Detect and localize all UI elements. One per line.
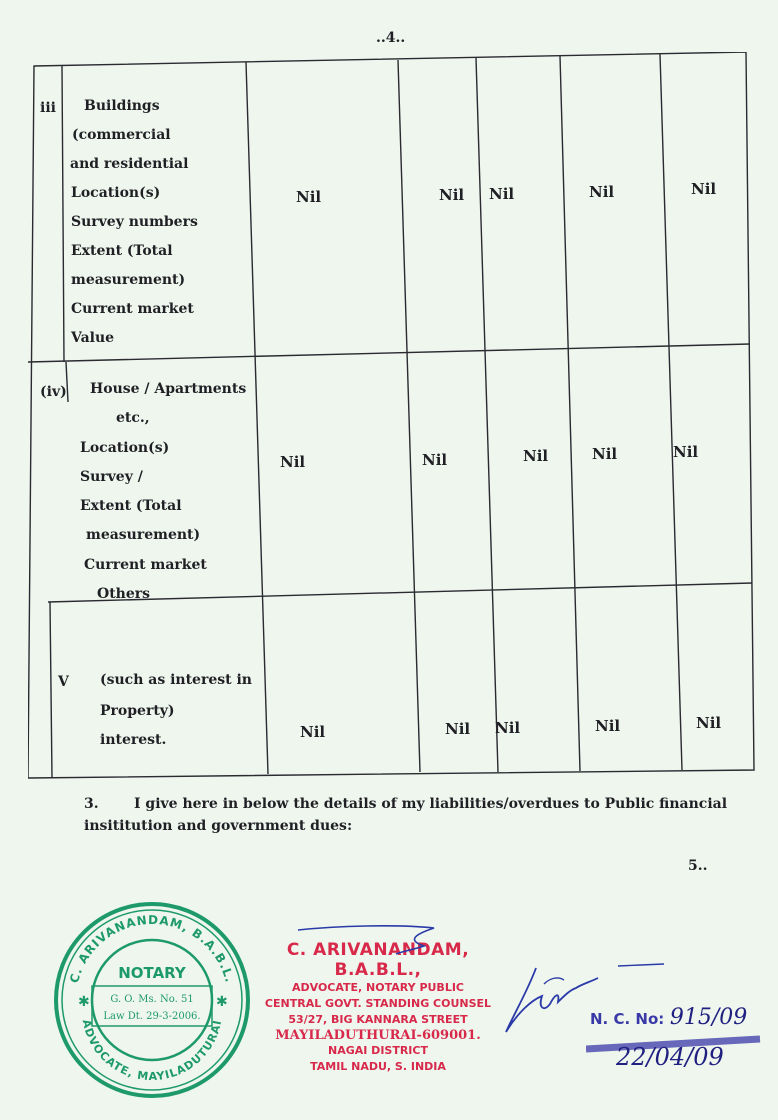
stamp-line: 53/27, BIG KANNARA STREET [288,1013,468,1026]
row-iii-line: measurement) [71,272,186,288]
row-iv-value: Nil [422,451,448,469]
stamp-name: C. ARIVANANDAM, B.A.B.L., [286,940,470,980]
row-iv-value: Nil [592,445,618,463]
notary-seal [52,900,252,1100]
liabilities-paragraph [84,793,744,837]
row-iv-line: Others [97,586,151,602]
row-iii-line: Buildings [84,98,160,114]
stamp-city: MAYILADUTHURAI-609001. [275,1028,481,1043]
row-iv-line: Extent (Total [80,498,182,514]
receipt-number: 915/09 [669,1005,748,1030]
advocate-stamp [248,940,508,1075]
row-v-value: Nil [495,719,521,737]
next-page-marker: 5.. [688,858,708,874]
stamp-line: CENTRAL GOVT. STANDING COUNSEL [264,997,492,1010]
receipt-date: 22/04/09 [616,1043,724,1071]
row-v-value: Nil [595,717,621,735]
row-v-value: Nil [696,714,722,732]
row-v-line: (such as interest in [100,672,252,688]
row-iii-line: Survey numbers [71,214,198,230]
seal-star-icon: ✱ [216,994,228,1010]
row-iv-line: Location(s) [80,440,170,456]
row-iv-line: Current market [84,557,207,573]
seal-title: NOTARY [118,964,186,982]
section-text: I give here in below the details of my liabilities/overdues to Public financial insititution and government dues: [84,796,728,834]
row-iv-line: measurement) [86,527,201,543]
row-iv-value: Nil [673,443,699,461]
row-iv-line: House / Apartments [90,381,247,397]
ink-stroke [296,920,446,960]
stamp-state: TAMIL NADU, S. INDIA [310,1060,446,1073]
seal-star-icon: ✱ [78,994,90,1010]
row-iii-value: Nil [439,186,465,204]
row-iii-line: Current market [71,301,194,317]
seal-line-1: G. O. Ms. No. 51 [110,994,194,1005]
row-v-line: interest. [100,732,167,748]
row-iv-value: Nil [523,447,549,465]
row-v-value: Nil [300,723,326,741]
row-iii-value: Nil [489,185,515,203]
row-label-v: V [58,674,69,690]
stamp-line: ADVOCATE, NOTARY PUBLIC [291,981,464,994]
row-label-iii: iii [40,100,56,116]
svg-text:ADVOCATE, MAYILADUTURAI [80,1018,225,1083]
stamp-district: NAGAI DISTRICT [328,1044,428,1057]
receipt-block [590,1005,748,1071]
row-label-iv: (iv) [40,384,67,400]
page-number-marker: ..4.. [376,30,406,46]
row-iv-line: Survey / [80,469,143,485]
section-number: 3. [84,796,99,812]
row-iii-line: (commercial [72,127,171,143]
row-v-value: Nil [445,720,471,738]
row-iii-value: Nil [589,183,615,201]
row-iv-line: etc., [116,410,150,426]
row-iii-line: Location(s) [71,185,161,201]
seal-line-2: Law Dt. 29-3-2006. [103,1011,201,1022]
receipt-label: N. C. No: [590,1010,665,1028]
row-iii-value: Nil [296,188,322,206]
row-iii-line: Value [71,330,115,346]
seal-outer-top: C. ARIVANANDAM, B.A.B.L. [67,912,237,985]
row-iii-line: and residential [70,156,189,172]
row-iii-line: Extent (Total [71,243,173,259]
row-iv-value: Nil [280,453,306,471]
row-v-line: Property) [100,703,175,719]
seal-outer-bottom: ADVOCATE, MAYILADUTURAI [79,1018,225,1084]
row-iii-value: Nil [691,180,717,198]
